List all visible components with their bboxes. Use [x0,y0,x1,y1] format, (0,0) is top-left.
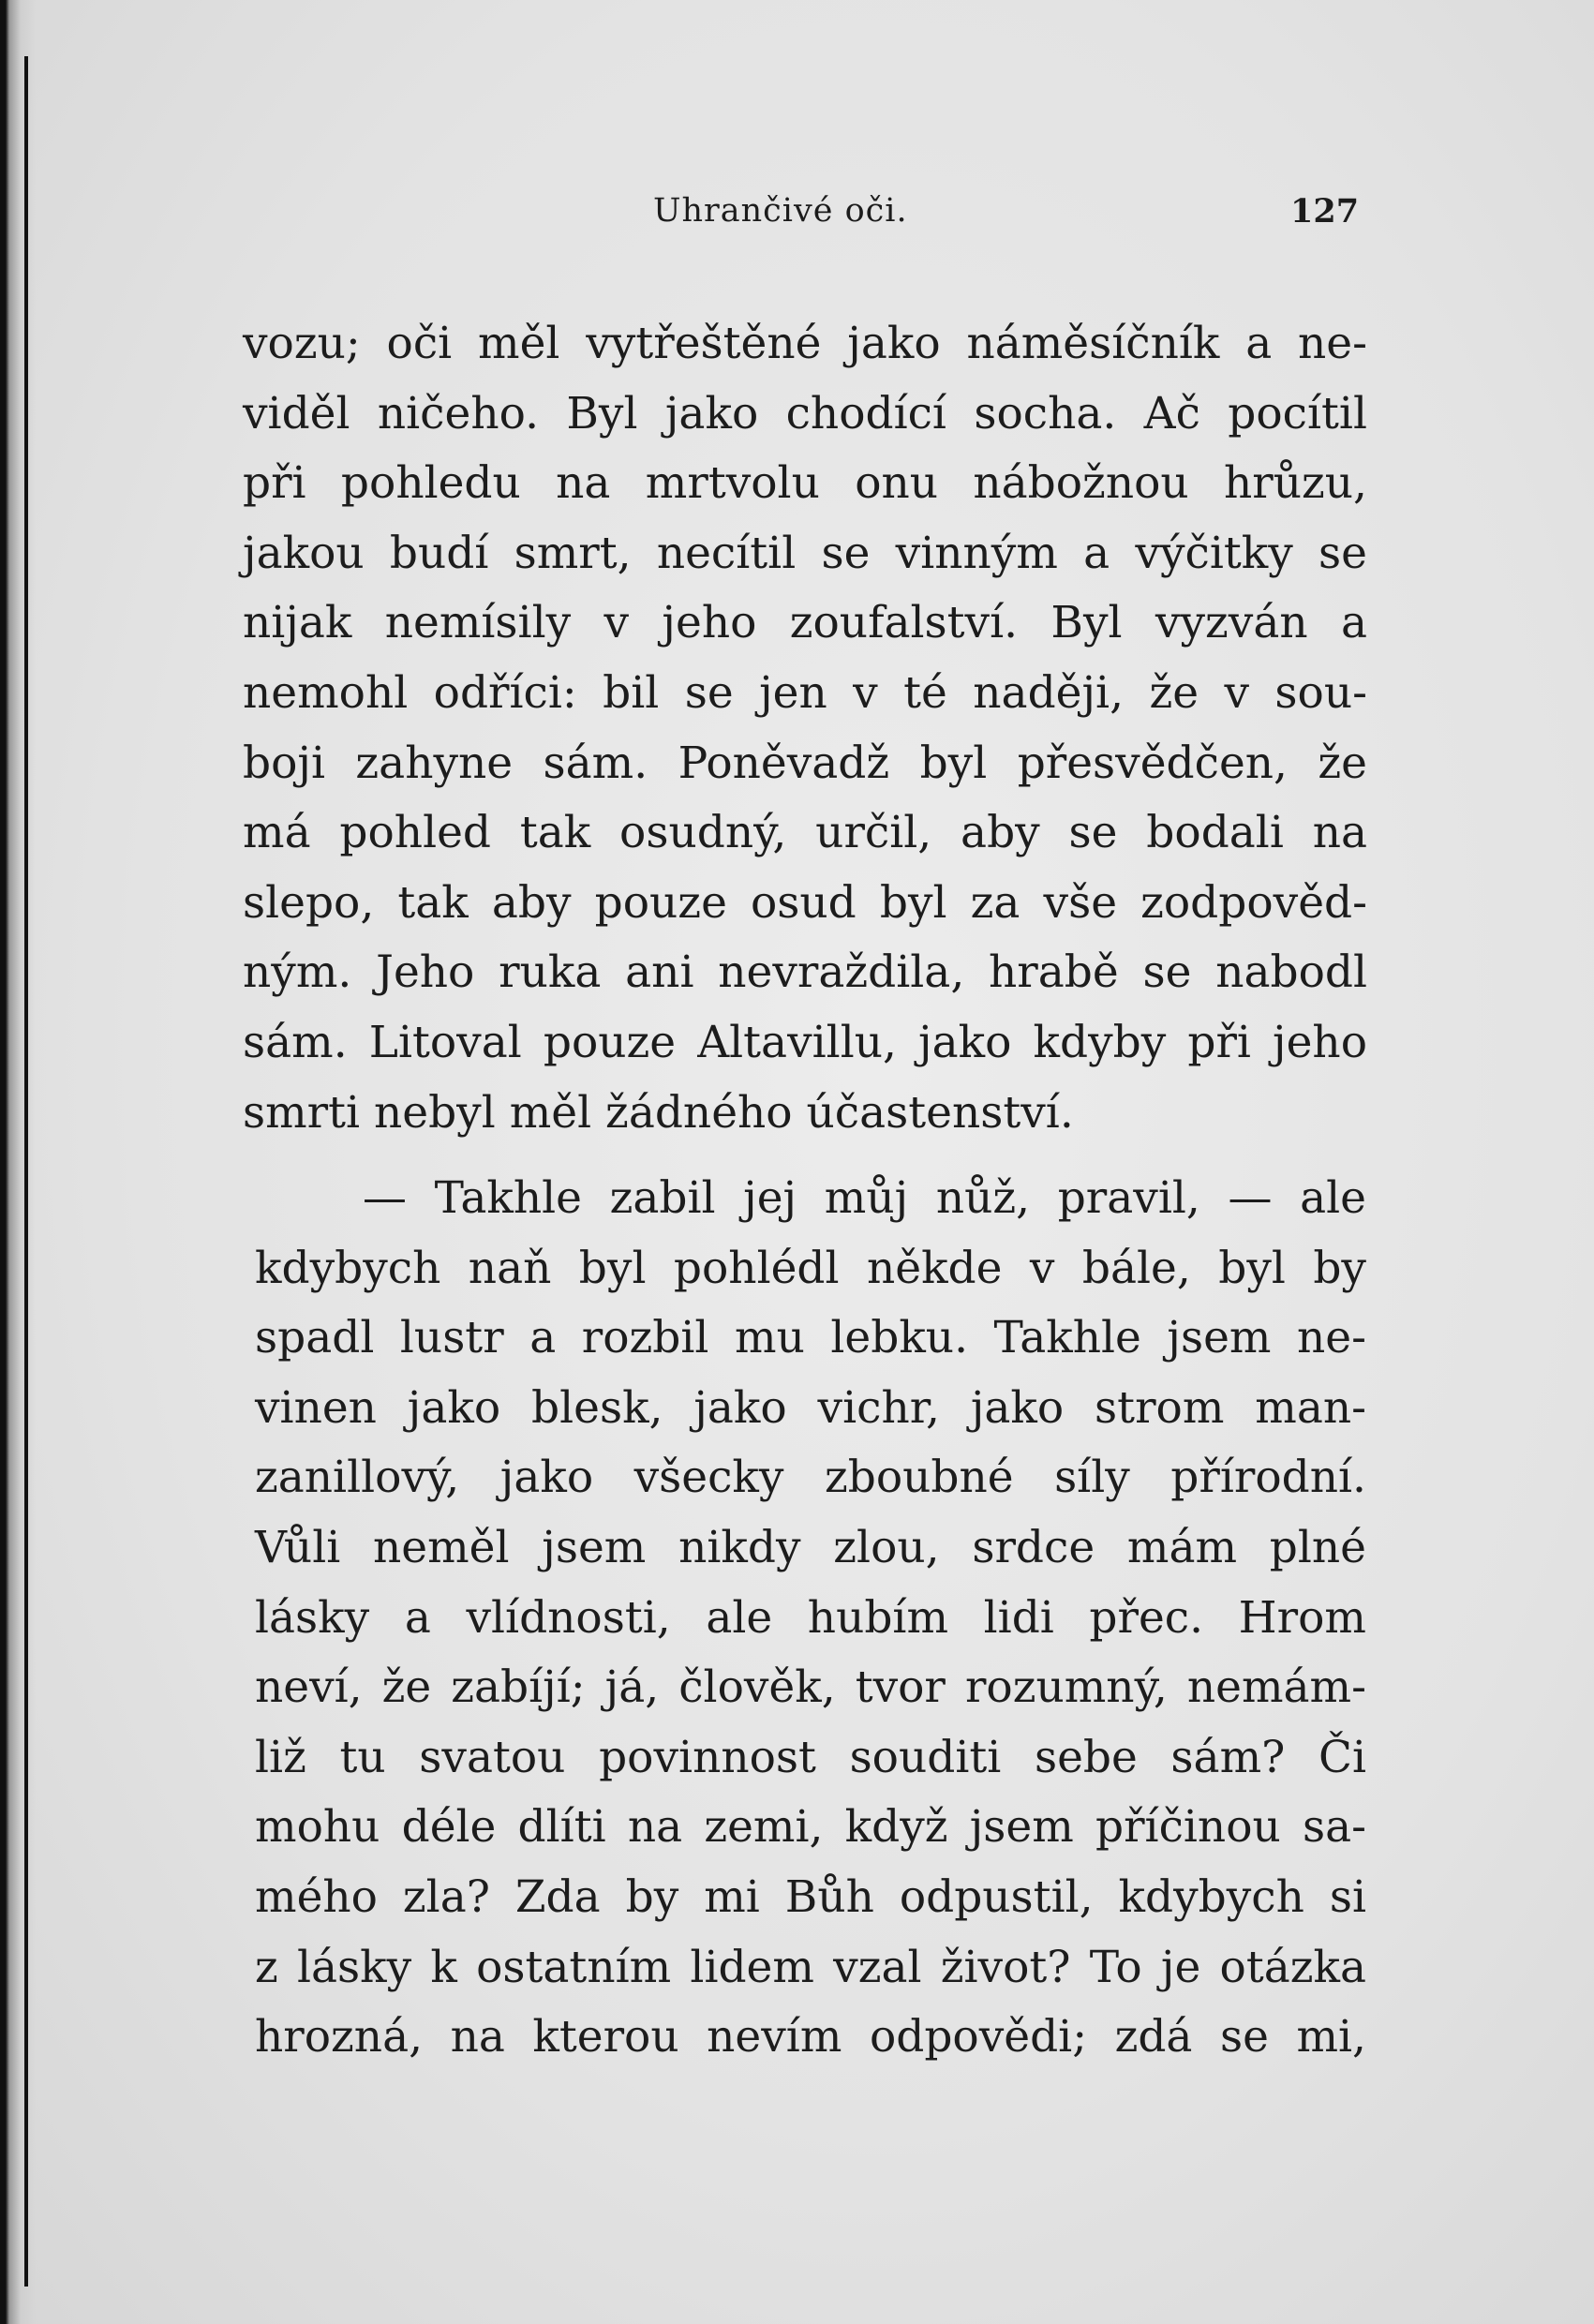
text-line: ným. Jeho ruka ani nevraždila, hrabě se nabodl [243,946,1367,999]
text-line: boji zahyne sám. Poněvadž byl přesvědčen, že [243,737,1367,789]
text-line: slepo, tak aby pouze osud byl za vše zodpověd- [243,876,1367,929]
text-line: kdybych naň byl pohlédl někde v bále, byl by [255,1242,1366,1294]
text-line: — Takhle zabil jej můj nůž, pravil, — ale [363,1172,1366,1224]
running-head: Uhrančivé oči. [653,192,908,230]
text-line: má pohled tak osudný, určil, aby se bodali na [243,807,1367,859]
text-line: vinen jako blesk, jako vichr, jako strom man- [255,1381,1366,1434]
binding-line [24,56,28,2287]
text-line: neví, že zabíjí; já, člověk, tvor rozumný, nemám- [255,1661,1366,1714]
text-line: nijak nemísily v jeho zoufalství. Byl vyzván a [243,597,1367,649]
text-line: sám. Litoval pouze Altavillu, jako kdyby při jeho [243,1016,1367,1068]
text-line: liž tu svatou povinnost souditi sebe sám? Či [255,1731,1366,1783]
text-line: spadl lustr a rozbil mu lebku. Takhle jsem ne- [255,1312,1366,1364]
paragraph-2 [255,1164,1366,2073]
page-header [0,192,1594,239]
text-line: jakou budí smrt, necítil se vinným a výčitky se [243,527,1367,579]
text-line: smrti nebyl měl žádného účastenství. [243,1086,1074,1139]
text-line: mohu déle dlíti na zemi, když jsem příčinou sa- [255,1801,1366,1854]
text-line: při pohledu na mrtvolu onu nábožnou hrůzu, [243,457,1367,510]
text-line: zanillový, jako všecky zboubné síly přírodní. [255,1452,1366,1504]
paragraph-1 [243,309,1367,1148]
text-line: nemohl odříci: bil se jen v té naději, že v sou- [243,666,1367,719]
text-line: viděl ničeho. Byl jako chodící socha. Ač pocítil [243,387,1367,439]
text-line: mého zla? Zda by mi Bůh odpustil, kdybych si [255,1870,1366,1923]
text-line: z lásky k ostatním lidem vzal život? To je otázka [255,1941,1366,1993]
page-number: 127 [1290,192,1360,231]
text-line: hrozná, na kterou nevím odpovědi; zdá se mi, [255,2011,1366,2063]
text-line: vozu; oči měl vytřeštěné jako náměsíčník a ne- [243,318,1367,369]
text-line: Vůli neměl jsem nikdy zlou, srdce mám plné [255,1521,1366,1573]
binding-edge [0,0,36,2324]
text-line: lásky a vlídnosti, ale hubím lidi přec. Hrom [255,1591,1366,1644]
